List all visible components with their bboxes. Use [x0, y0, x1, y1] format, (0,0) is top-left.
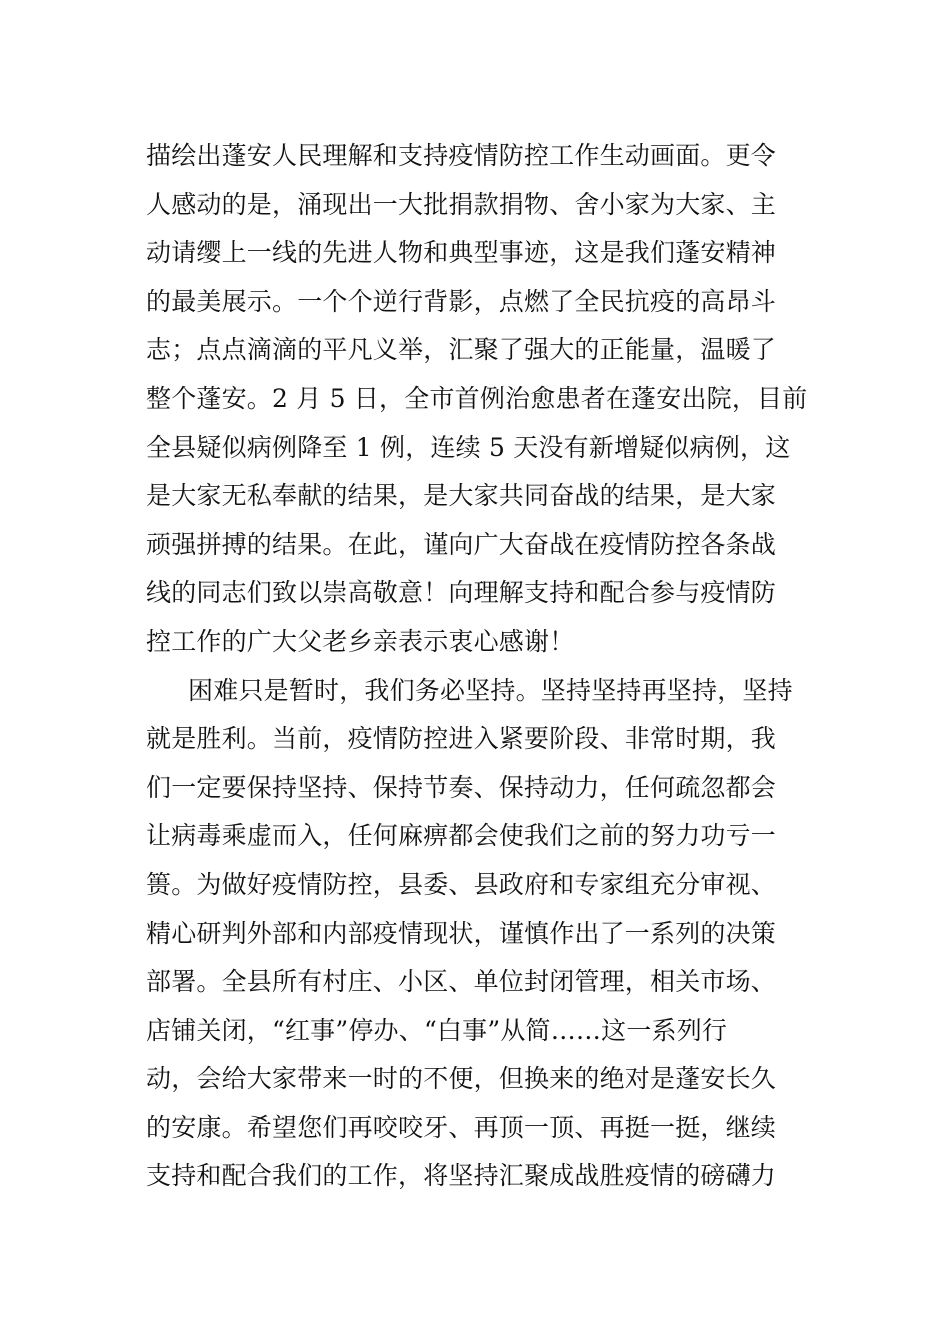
paragraph-1	[146, 132, 816, 667]
paragraph-2	[146, 667, 816, 1202]
paragraph-line: 篑。为做好疫情防控，县委、县政府和专家组充分审视、	[146, 869, 777, 899]
paragraph-line: 精心研判外部和内部疫情现状，谨慎作出了一系列的决策	[146, 918, 777, 948]
paragraph-line: 描绘出蓬安人民理解和支持疫情防控工作生动画面。更令	[146, 141, 777, 170]
paragraph-line: 店铺关闭，“红事”停办、“白事”从简……这一系列行	[146, 1015, 728, 1045]
paragraph-line: 顽强拼搏的结果。在此，谨向广大奋战在疫情防控各条战	[146, 529, 777, 559]
paragraph-first-line: 困难只是暂时，我们务必坚持。坚持坚持再坚持，坚持	[188, 675, 793, 705]
paragraph-line: 让病毒乘虚而入，任何麻痹都会使我们之前的努力功亏一	[146, 821, 777, 851]
paragraph-line: 动，会给大家带来一时的不便，但换来的绝对是蓬安长久	[146, 1064, 777, 1094]
document-body	[146, 132, 816, 1201]
paragraph-line: 就是胜利。当前，疫情防控进入紧要阶段、非常时期，我	[146, 724, 777, 754]
paragraph-line: 支持和配合我们的工作，将坚持汇聚成战胜疫情的磅礴力	[146, 1161, 777, 1191]
paragraph-line: 的安康。希望您们再咬咬牙、再顶一顶、再挺一挺，继续	[146, 1112, 777, 1142]
paragraph-line: 线的同志们致以崇高敬意！向理解支持和配合参与疫情防	[146, 578, 777, 608]
paragraph-line: 人感动的是，涌现出一大批捐款捐物、舍小家为大家、主	[146, 189, 777, 219]
paragraph-line: 的最美展示。一个个逆行背影，点燃了全民抗疫的高昂斗	[146, 286, 777, 316]
paragraph-line: 动请缨上一线的先进人物和典型事迹，这是我们蓬安精神	[146, 238, 777, 268]
paragraph-line: 部署。全县所有村庄、小区、单位封闭管理，相关市场、	[146, 967, 777, 997]
paragraph-line: 整个蓬安。2 月 5 日，全市首例治愈患者在蓬安出院，目前	[146, 383, 808, 413]
paragraph-line: 控工作的广大父老乡亲表示衷心感谢！	[146, 626, 575, 656]
paragraph-line: 全县疑似病例降至 1 例，连续 5 天没有新增疑似病例，这	[146, 432, 791, 462]
paragraph-line: 志；点点滴滴的平凡义举，汇聚了强大的正能量，温暖了	[146, 335, 777, 365]
paragraph-line: 是大家无私奉献的结果，是大家共同奋战的结果，是大家	[146, 481, 777, 511]
paragraph-line: 们一定要保持坚持、保持节奏、保持动力，任何疏忽都会	[146, 772, 777, 802]
